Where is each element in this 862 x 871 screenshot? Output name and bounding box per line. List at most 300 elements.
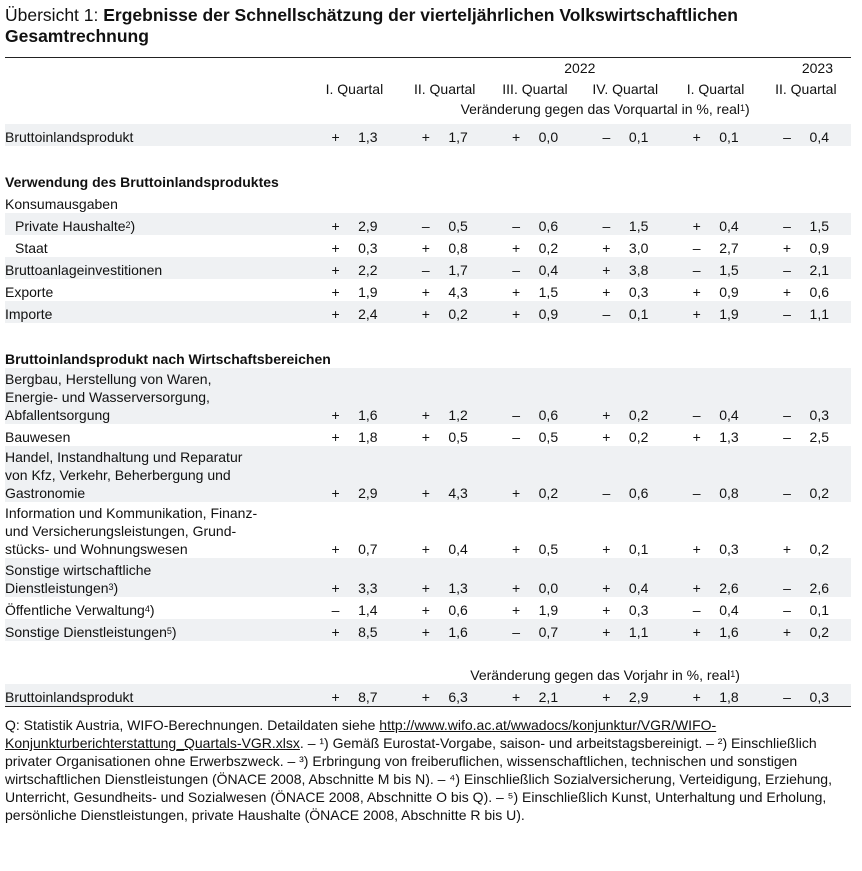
value-cell xyxy=(761,279,851,301)
value-cell xyxy=(670,558,760,597)
value-cell xyxy=(580,279,670,301)
sign: + xyxy=(602,429,611,445)
value: 0,1 xyxy=(809,602,829,618)
value-cell xyxy=(580,619,670,641)
value-cell xyxy=(490,502,580,558)
value: 8,7 xyxy=(358,689,378,705)
value-cell xyxy=(761,424,851,446)
value-cell xyxy=(580,257,670,279)
value-cell xyxy=(580,502,670,558)
year-2022: 2022 xyxy=(564,60,596,76)
value: 2,2 xyxy=(358,262,378,278)
value-cell xyxy=(490,446,580,502)
value-cell xyxy=(670,446,760,502)
sign: – xyxy=(602,218,611,234)
sign: – xyxy=(421,218,430,234)
sign: – xyxy=(783,485,791,501)
value: 1,8 xyxy=(719,689,739,705)
value-cell xyxy=(761,597,851,619)
header-years xyxy=(5,58,851,77)
row-label: Handel, Instandhaltung und Reparatur von Kfz, Verkehr, Beherbergung und Gastronomie xyxy=(5,446,309,502)
value-cell xyxy=(761,235,851,257)
table-row xyxy=(5,446,851,502)
value-cell xyxy=(761,619,851,641)
value: 1,1 xyxy=(628,624,649,640)
value: 0,4 xyxy=(628,580,649,596)
value: 0,1 xyxy=(628,306,649,322)
value-cell xyxy=(761,301,851,323)
footnote-source: Q: Statistik Austria, WIFO-Berechnungen. Detaildaten siehe xyxy=(5,717,380,733)
value: 0,4 xyxy=(809,129,829,145)
sign: – xyxy=(512,624,520,640)
row-label: Private Haushalte$^2$) xyxy=(5,213,309,235)
sign: + xyxy=(602,541,611,557)
value: 0,4 xyxy=(538,262,559,278)
sign: – xyxy=(602,306,611,322)
sign: + xyxy=(782,240,792,256)
title-text: Ergebnisse der Schnellschätzung der vierteljährlichen Volkswirtschaftlichen Gesamtrechnung xyxy=(5,5,738,46)
sign: – xyxy=(783,306,791,322)
sign: – xyxy=(692,485,701,501)
row-label: Bauwesen xyxy=(5,429,71,445)
value-cell xyxy=(670,279,760,301)
footnote-text: . – ¹) Gemäß Eurostat-Vorgabe, saison- und arbeitstagsbereinigt. – ²) Einschließlich privater Organisationen ohne Erwerbszweck. – ³) Erbringung von freiberuflichen, wissenschaftlichen, technischen und sonstigen wirtschaftlichen Dienstleistungen (ÖNACE 2008, Abschnitte M bis N). – ⁴) Einschließlich Sozialversicherung, Verteidigung, Erziehung, Unterricht, Gesundheits- und Sozialwesen (ÖNACE 2008, Abschnitte O bis Q). – ⁵) Einschließlich Kunst, Unterhaltung und Erholung, persönliche Dienstleistungen, private Haushalte (ÖNACE 2008, Abschnitte R bis U). xyxy=(5,735,832,823)
value-cell xyxy=(309,446,399,502)
value-cell xyxy=(761,558,851,597)
value: 2,6 xyxy=(719,580,739,596)
quarter-header: II. Quartal xyxy=(413,81,476,97)
sign: + xyxy=(602,262,611,278)
sign: + xyxy=(602,407,611,423)
row-label: Öffentliche Verwaltung$^4$) xyxy=(5,602,155,618)
value: 0,6 xyxy=(448,602,468,618)
value: 2,1 xyxy=(809,262,829,278)
header-unit-yoy xyxy=(5,664,851,684)
value-cell xyxy=(580,558,670,597)
sign: + xyxy=(421,689,430,705)
sign: + xyxy=(421,541,430,557)
table-row xyxy=(5,502,851,558)
table-row xyxy=(5,558,851,597)
value: 1,5 xyxy=(538,284,559,300)
value: 0,9 xyxy=(719,284,739,300)
value-cell xyxy=(309,558,399,597)
sign: + xyxy=(331,240,340,256)
value-cell xyxy=(400,213,490,235)
value-cell xyxy=(670,235,760,257)
row-label: Importe xyxy=(5,301,309,323)
sign: + xyxy=(692,689,701,705)
value: 1,7 xyxy=(448,129,468,145)
value: 0,2 xyxy=(628,407,649,423)
value-cell xyxy=(670,257,760,279)
value: 1,6 xyxy=(358,407,378,423)
value-cell xyxy=(400,368,490,424)
value: 2,1 xyxy=(538,689,559,705)
sign: + xyxy=(421,129,430,145)
value: 0,5 xyxy=(448,218,468,234)
bip-qoq-row xyxy=(5,124,851,146)
sign: – xyxy=(783,407,791,423)
footnote xyxy=(5,716,851,824)
value-cell xyxy=(580,124,670,146)
value-cell xyxy=(761,446,851,502)
value: 1,5 xyxy=(719,262,739,278)
value: 0,6 xyxy=(628,485,649,501)
sign: + xyxy=(331,407,340,423)
year-2023: 2023 xyxy=(801,60,833,76)
sign: + xyxy=(512,541,521,557)
title-prefix: Übersicht 1: xyxy=(5,5,104,25)
sign: – xyxy=(783,429,791,445)
value: 2,9 xyxy=(358,485,378,501)
sign: + xyxy=(512,284,521,300)
value: 0,5 xyxy=(538,541,559,557)
value-cell xyxy=(309,597,399,619)
sign: + xyxy=(692,284,701,300)
value: 0,8 xyxy=(448,240,468,256)
sign: + xyxy=(692,306,701,322)
value: 2,9 xyxy=(628,689,649,705)
value: 0,5 xyxy=(538,429,559,445)
sign: – xyxy=(692,602,701,618)
sign: – xyxy=(512,218,520,234)
value: 0,0 xyxy=(538,580,559,596)
value-cell xyxy=(490,558,580,597)
value-cell xyxy=(400,235,490,257)
value: 0,2 xyxy=(809,624,829,640)
value-cell xyxy=(670,424,760,446)
value: 0,3 xyxy=(628,602,649,618)
sign: + xyxy=(602,580,611,596)
value: 0,6 xyxy=(809,284,829,300)
value: 1,9 xyxy=(538,602,559,618)
sign: + xyxy=(692,580,701,596)
sign: + xyxy=(331,689,340,705)
value: 0,7 xyxy=(358,541,378,557)
value-cell xyxy=(490,257,580,279)
sign: + xyxy=(331,129,340,145)
sign: + xyxy=(782,284,792,300)
value-cell xyxy=(309,684,399,707)
value: 8,5 xyxy=(358,624,378,640)
table-row xyxy=(5,257,851,279)
table-row xyxy=(5,424,851,446)
value: 1,5 xyxy=(628,218,649,234)
value-cell xyxy=(309,279,399,301)
value: 6,3 xyxy=(448,689,468,705)
sign: – xyxy=(783,218,791,234)
value-cell xyxy=(400,257,490,279)
quarter-header: I. Quartal xyxy=(325,81,384,97)
sign: + xyxy=(692,218,701,234)
value: 0,7 xyxy=(538,624,559,640)
value-cell xyxy=(309,619,399,641)
sign: – xyxy=(512,407,520,423)
sign: + xyxy=(782,624,792,640)
sign: – xyxy=(602,485,611,501)
sign: – xyxy=(783,689,791,705)
value-cell xyxy=(670,619,760,641)
value-cell xyxy=(400,619,490,641)
konsum-label-row: Konsumausgaben xyxy=(5,196,118,212)
value: 0,4 xyxy=(719,407,739,423)
table-row xyxy=(5,235,851,257)
value-cell xyxy=(580,684,670,707)
value: 0,5 xyxy=(448,429,468,445)
sign: + xyxy=(692,624,701,640)
value-cell xyxy=(580,213,670,235)
value-cell xyxy=(580,368,670,424)
sign: + xyxy=(331,580,340,596)
value-cell xyxy=(670,597,760,619)
value: 1,4 xyxy=(358,602,378,618)
row-label: Information und Kommunikation, Finanz- und Versicherungsleistungen, Grund- stücks- und Wohnungswesen xyxy=(5,505,258,557)
bip-yoy-row xyxy=(5,684,851,707)
value: 0,4 xyxy=(448,541,468,557)
sign: + xyxy=(331,262,340,278)
row-label: Bergbau, Herstellung von Waren, Energie- und Wasserversorgung, Abfallentsorgung xyxy=(5,368,309,424)
value-cell xyxy=(309,502,399,558)
value-cell xyxy=(490,279,580,301)
sign: + xyxy=(421,624,430,640)
value-cell xyxy=(490,619,580,641)
value: 0,2 xyxy=(809,541,829,557)
sign: – xyxy=(783,602,791,618)
sign: + xyxy=(692,541,701,557)
value-cell xyxy=(490,597,580,619)
sign: + xyxy=(512,602,521,618)
value: 1,7 xyxy=(448,262,468,278)
quarter-header: II. Quartal xyxy=(775,81,837,97)
sign: + xyxy=(512,689,521,705)
table-title xyxy=(5,5,851,47)
section-sectors-heading: Bruttoinlandsprodukt nach Wirtschaftsbereichen xyxy=(5,351,331,367)
data-table xyxy=(5,58,851,707)
sign: + xyxy=(331,429,340,445)
value-cell xyxy=(400,502,490,558)
value: 0,2 xyxy=(538,485,559,501)
value-cell xyxy=(670,301,760,323)
table-row xyxy=(5,279,851,301)
header-quarters xyxy=(5,77,851,98)
sign: – xyxy=(783,262,791,278)
value-cell xyxy=(490,301,580,323)
table-row xyxy=(5,368,851,424)
row-label: Sonstige wirtschaftliche Dienstleistungen$^3$) xyxy=(5,558,309,597)
value-cell xyxy=(400,124,490,146)
sign: – xyxy=(783,129,791,145)
sign: + xyxy=(331,541,340,557)
sign: + xyxy=(331,306,340,322)
value: 0,2 xyxy=(809,485,829,501)
sign: + xyxy=(421,306,430,322)
value: 1,2 xyxy=(448,407,468,423)
sign: + xyxy=(692,429,701,445)
value: 0,2 xyxy=(628,429,649,445)
value: 1,5 xyxy=(809,218,829,234)
value-cell xyxy=(580,424,670,446)
sign: – xyxy=(692,407,701,423)
value: 1,3 xyxy=(358,129,378,145)
value: 3,0 xyxy=(628,240,649,256)
sign: + xyxy=(602,240,611,256)
value: 0,3 xyxy=(719,541,739,557)
value: 1,6 xyxy=(719,624,739,640)
sign: + xyxy=(512,129,521,145)
value-cell xyxy=(761,684,851,707)
value-cell xyxy=(670,368,760,424)
sign: + xyxy=(512,580,521,596)
value: 2,5 xyxy=(809,429,829,445)
value: 2,6 xyxy=(809,580,829,596)
row-label: Staat xyxy=(15,240,48,256)
sign: – xyxy=(692,240,701,256)
value: 0,3 xyxy=(809,407,829,423)
sign: – xyxy=(331,602,340,618)
value: 0,6 xyxy=(538,407,559,423)
row-label: Bruttoanlageinvestitionen xyxy=(5,257,309,279)
value-cell xyxy=(309,257,399,279)
value-cell xyxy=(400,597,490,619)
value: 0,1 xyxy=(628,129,649,145)
value-cell xyxy=(580,597,670,619)
value-cell xyxy=(309,235,399,257)
value: 1,1 xyxy=(809,306,829,322)
value: 2,7 xyxy=(719,240,739,256)
value-cell xyxy=(761,257,851,279)
value-cell xyxy=(670,502,760,558)
document-page xyxy=(5,5,851,824)
footnote-link[interactable]: http://www.wifo.ac.at/wwadocs/konjunktur/VGR/WIFO-Konjunkturberichterstattung_Quartals-VGR.xlsx xyxy=(5,717,717,751)
sign: + xyxy=(421,407,430,423)
value-cell xyxy=(490,424,580,446)
sign: + xyxy=(331,218,340,234)
value-cell xyxy=(400,424,490,446)
value: 1,9 xyxy=(358,284,378,300)
value-cell xyxy=(490,368,580,424)
sign: + xyxy=(421,284,430,300)
value: 0,1 xyxy=(628,541,649,557)
value-cell xyxy=(670,213,760,235)
sign: + xyxy=(421,580,430,596)
row-label: Sonstige Dienstleistungen$^5$) xyxy=(5,619,309,641)
quarter-header: IV. Quartal xyxy=(592,81,659,97)
table-row xyxy=(5,619,851,641)
value: 1,8 xyxy=(358,429,378,445)
sign: – xyxy=(602,129,611,145)
sign: + xyxy=(421,485,430,501)
value-cell xyxy=(400,558,490,597)
value-cell xyxy=(309,213,399,235)
value-cell xyxy=(580,235,670,257)
quarter-header: I. Quartal xyxy=(686,81,745,97)
table-row xyxy=(5,213,851,235)
sign: + xyxy=(421,240,430,256)
table-row xyxy=(5,597,851,619)
header-unit-qoq xyxy=(5,98,851,118)
sign: + xyxy=(331,624,340,640)
sign: + xyxy=(692,129,701,145)
value-cell xyxy=(400,301,490,323)
sign: + xyxy=(421,429,430,445)
sign: + xyxy=(602,602,611,618)
value: 0,1 xyxy=(719,129,739,145)
value: 4,3 xyxy=(448,485,468,501)
sign: + xyxy=(331,485,340,501)
value: 0,0 xyxy=(538,129,559,145)
value: 3,3 xyxy=(358,580,378,596)
row-label: Exporte xyxy=(5,284,54,300)
value: 1,3 xyxy=(719,429,739,445)
value-cell xyxy=(670,684,760,707)
sign: – xyxy=(783,580,791,596)
value-cell xyxy=(400,684,490,707)
sign: + xyxy=(602,284,611,300)
value: 2,9 xyxy=(358,218,378,234)
value-cell xyxy=(761,213,851,235)
value: 0,3 xyxy=(628,284,649,300)
value: 1,9 xyxy=(719,306,739,322)
sign: – xyxy=(512,262,520,278)
value: 0,3 xyxy=(809,689,829,705)
value: 4,3 xyxy=(448,284,468,300)
value-cell xyxy=(309,124,399,146)
value: 1,6 xyxy=(448,624,468,640)
value: 0,8 xyxy=(719,485,739,501)
sign: + xyxy=(512,240,521,256)
sign: + xyxy=(512,306,521,322)
value: 1,3 xyxy=(448,580,468,596)
quarter-header: III. Quartal xyxy=(502,81,568,97)
value: 0,9 xyxy=(538,306,559,322)
value-cell xyxy=(761,502,851,558)
row-label: Bruttoinlandsprodukt xyxy=(5,684,309,707)
value-cell xyxy=(580,301,670,323)
table-row xyxy=(5,301,851,323)
value-cell xyxy=(309,424,399,446)
value-cell xyxy=(309,301,399,323)
sign: – xyxy=(692,262,701,278)
value-cell xyxy=(761,368,851,424)
row-label: Bruttoinlandsprodukt xyxy=(5,124,309,146)
sign: – xyxy=(512,429,520,445)
sign: – xyxy=(421,262,430,278)
value: 0,2 xyxy=(538,240,559,256)
value-cell xyxy=(490,213,580,235)
sign: + xyxy=(421,602,430,618)
value-cell xyxy=(761,124,851,146)
value: 0,6 xyxy=(538,218,559,234)
value-cell xyxy=(670,124,760,146)
sign: + xyxy=(512,485,521,501)
value: 0,3 xyxy=(358,240,378,256)
value-cell xyxy=(309,368,399,424)
value: 2,4 xyxy=(358,306,378,322)
value: 0,4 xyxy=(719,218,739,234)
unit-qoq: Veränderung gegen das Vorquartal in %, real$^1$) xyxy=(460,101,750,117)
value: 0,9 xyxy=(809,240,829,256)
value: 3,8 xyxy=(628,262,649,278)
unit-yoy: Veränderung gegen das Vorjahr in %, real$^1$) xyxy=(470,667,740,683)
value: 0,2 xyxy=(448,306,468,322)
sign: + xyxy=(602,624,611,640)
value-cell xyxy=(400,279,490,301)
value-cell xyxy=(490,124,580,146)
sign: + xyxy=(331,284,340,300)
value-cell xyxy=(490,235,580,257)
value-cell xyxy=(580,446,670,502)
